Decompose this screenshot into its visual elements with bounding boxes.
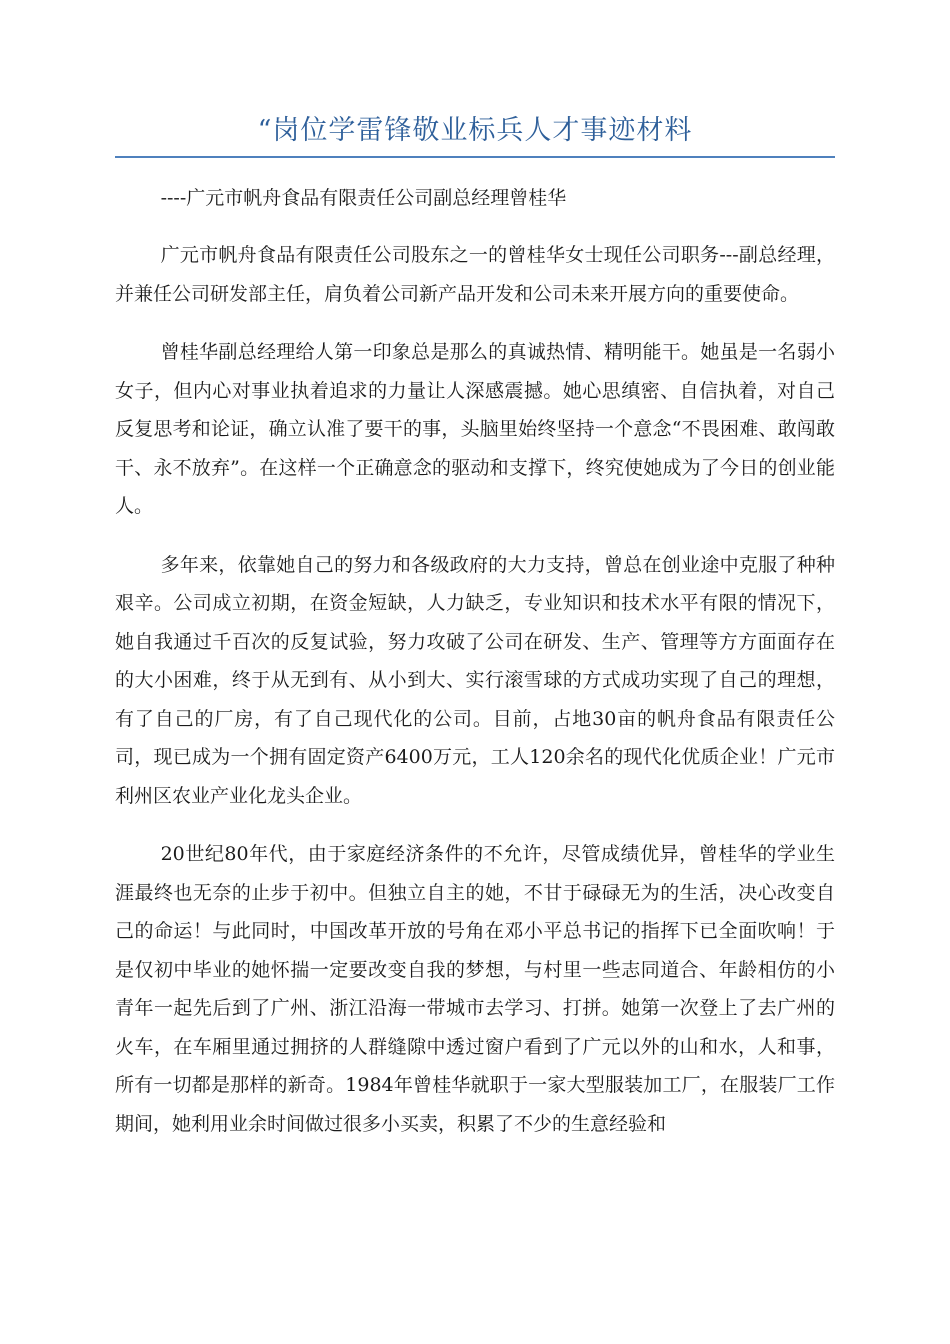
paragraph-4: 20世纪80年代，由于家庭经济条件的不允许，尽管成绩优异，曾桂华的学业生涯最终也无奈的止步于初中。但独立自主的她，不甘于碌碌无为的生活，决心改变自己的命运！与此同时，中国改革开放的号角在邓小平总书记的指挥下已全面吹响！于是仅初中毕业的她怀揣一定要改变自我的梦想，与村里一些志同道合、年龄相仿的小青年一起先后到了广州、浙江沿海一带城市去学习、打拼。她第一次登上了去广州的火车，在车厢里通过拥挤的人群缝隙中透过窗户看到了广元以外的山和水，人和事，所有一切都是那样的新奇。1984年曾桂华就职于一家大型服装加工厂，在服装厂工作期间，她利用业余时间做过很多小买卖，积累了不少的生意经验和 [115, 843, 835, 1135]
document-title: “岗位学雷锋敬业标兵人才事迹材料 [115, 110, 835, 158]
document-subtitle: ----广元市帆舟食品有限责任公司副总经理曾桂华 [160, 187, 567, 209]
document-page [115, 110, 835, 1143]
paragraph-1: 广元市帆舟食品有限责任公司股东之一的曾桂华女士现任公司职务---副总经理，并兼任公司研发部主任，肩负着公司新产品开发和公司未来开展方向的重要使命。 [115, 244, 835, 305]
paragraph-2: 曾桂华副总经理给人第一印象总是那么的真诚热情、精明能干。她虽是一名弱小女子，但内心对事业执着追求的力量让人深感震撼。她心思缜密、自信执着，对自己反复思考和论证，确立认准了要干的事，头脑里始终坚持一个意念“不畏困难、敢闯敢干、永不放弃”。在这样一个正确意念的驱动和支撑下，终究使她成为了今日的创业能人。 [115, 341, 835, 517]
paragraph-3: 多年来，依靠她自己的努力和各级政府的大力支持，曾总在创业途中克服了种种艰辛。公司成立初期，在资金短缺，人力缺乏，专业知识和技术水平有限的情况下，她自我通过千百次的反复试验，努力攻破了公司在研发、生产、管理等方方面面存在的大小困难，终于从无到有、从小到大、实行滚雪球的方式成功实现了自己的理想，有了自己的厂房，有了自己现代化的公司。目前，占地30亩的帆舟食品有限责任公司，现已成为一个拥有固定资产6400万元，工人120余名的现代化优质企业！广元市利州区农业产业化龙头企业。 [115, 553, 835, 807]
